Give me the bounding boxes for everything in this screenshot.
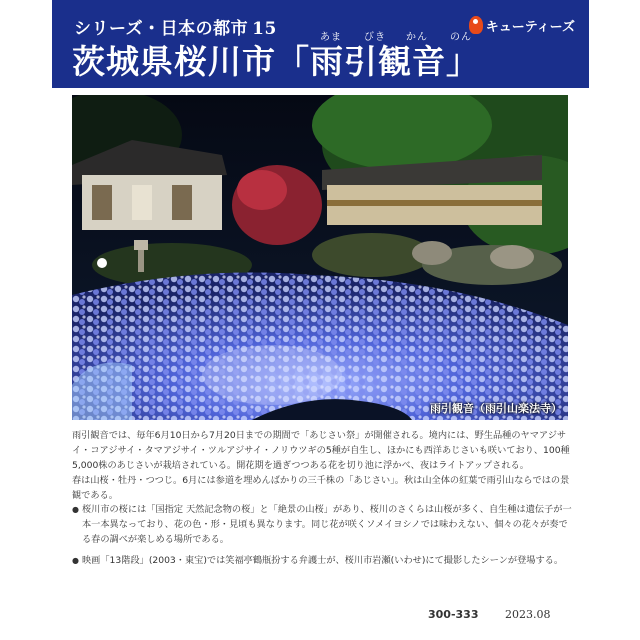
photo-caption: 雨引観音（雨引山楽法寺）: [430, 402, 562, 415]
bullet-sakura: ● 桜川市の桜には「国指定 天然記念物の桜」と「絶景の山桜」があり、桜川のさくらは山桜が多く、自生種は遺伝子が一本一本異なっており、花の色・形・見頃も異なります。同じ花が咲くソメイヨシノでは味わえない、個々の花々が奏でる春の調べが楽しめる場所である。: [72, 502, 572, 547]
logo: [469, 14, 575, 36]
photo-illustration: [72, 95, 568, 420]
ruby-biki: びき: [364, 32, 386, 43]
ruby-non: のん: [450, 32, 472, 43]
header-banner: [52, 0, 589, 88]
footer-code: 300-333: [428, 608, 479, 621]
paragraph-hydrangea: 雨引観音では、毎年6月10日から7月20日までの期間で「あじさい祭」が開催される。境内には、野生品種のヤマアジサイ・コアジサイ・タマアジサイ・ツルアジサイ・ノリウツギの5種が自生し、ほかにも西洋あじさいも咲いており、100種5,000株のあじさいが栽培されている。開花期を過ぎつつある花を切り池に浮かべ、夜はライトアップされる。: [72, 430, 570, 471]
footer-date: 2023.08: [505, 608, 551, 621]
logo-text: キューティーズ: [485, 19, 575, 35]
bullet-movie: ● 映画「13階段」(2003・東宝)では笑福亭鶴瓶扮する弁護士が、桜川市岩瀬(いわせ)にて撮影したシーンが登場する。: [72, 553, 572, 568]
hydrangea-photo: [72, 95, 568, 420]
series-text: シリーズ・日本の都市: [74, 19, 249, 39]
main-description: [72, 428, 572, 503]
series-number: 15: [252, 19, 277, 39]
paragraph-seasons: 春は山桜・牡丹・つつじ。6月には参道を埋めんばかりの三千株の「あじさい」。秋は山全体の紅葉で雨引山ならではの景観である。: [72, 475, 570, 501]
ruby-ama: あま: [320, 32, 342, 43]
page-title: 茨城県桜川市「雨引観音」: [72, 42, 480, 81]
ruby-kan: かん: [406, 32, 428, 43]
logo-icon: [469, 16, 483, 34]
